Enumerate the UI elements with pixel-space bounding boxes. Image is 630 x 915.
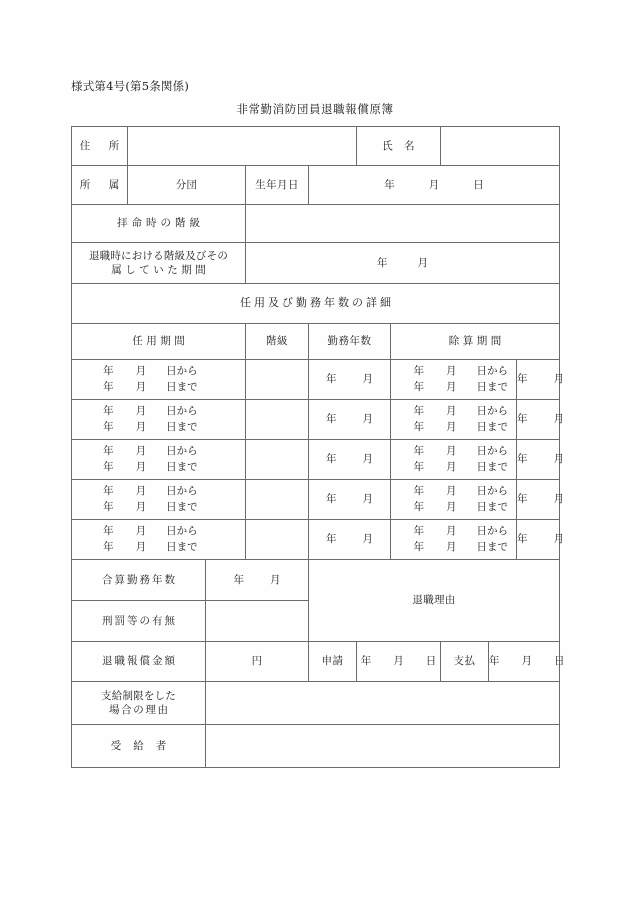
token-from: 日から	[476, 445, 508, 458]
token-month: 月	[135, 405, 147, 418]
token-month: 月	[135, 365, 147, 378]
token-month: 月	[446, 445, 457, 458]
token-month: 月	[135, 380, 147, 393]
deduction-total-ym	[517, 492, 565, 506]
appointment-range	[72, 444, 245, 474]
row-rank-at-appointment	[72, 205, 560, 243]
token-year: 年	[413, 540, 424, 553]
token-year: 年	[103, 420, 114, 433]
row-rank-at-retirement	[72, 243, 560, 284]
token-month: 月	[393, 655, 404, 668]
cell-deduction-period[interactable]	[391, 520, 517, 560]
token-month: 月	[553, 413, 565, 426]
token-year: 年	[517, 413, 528, 426]
token-year: 年	[413, 405, 424, 418]
token-year: 年	[377, 256, 388, 269]
token-month: 月	[270, 573, 281, 586]
token-month: 月	[553, 453, 565, 466]
deduction-range	[391, 444, 516, 474]
token-to: 日まで	[166, 540, 198, 553]
deduction-total-ym	[517, 412, 565, 426]
cell-deduction-total[interactable]	[517, 520, 565, 560]
token-year: 年	[413, 365, 424, 378]
field-total-service-years[interactable]	[206, 560, 309, 601]
birthdate-ymd	[309, 178, 559, 192]
token-year: 年	[517, 533, 528, 546]
cell-deduction-period[interactable]	[391, 480, 517, 520]
cell-deduction-total[interactable]	[517, 360, 565, 400]
currency-unit: 円	[251, 655, 263, 668]
token-month: 月	[446, 460, 457, 473]
token-to: 日まで	[476, 420, 508, 433]
deduction-range	[391, 364, 516, 394]
field-address[interactable]	[128, 127, 357, 166]
field-recipient[interactable]	[206, 725, 560, 768]
cell-deduction-period[interactable]	[391, 440, 517, 480]
retirement-period-ym	[246, 256, 559, 270]
unit-suffix: 分団	[175, 178, 198, 191]
token-from: 日から	[476, 485, 508, 498]
token-year: 年	[413, 460, 424, 473]
token-year: 年	[517, 453, 528, 466]
token-from: 日から	[476, 365, 508, 378]
header-appointment-period: 任用期間	[72, 324, 246, 360]
token-month: 月	[521, 655, 533, 668]
token-year: 年	[413, 445, 424, 458]
token-year: 年	[103, 380, 114, 393]
token-to: 日まで	[476, 380, 508, 393]
row-payment-amount	[72, 642, 560, 682]
field-rank-at-retirement[interactable]	[246, 243, 560, 284]
service-years-ym	[309, 412, 390, 426]
field-retirement-reason[interactable]	[309, 560, 560, 642]
token-to: 日まで	[166, 500, 198, 513]
cell-rank[interactable]	[246, 400, 309, 440]
deduction-range	[391, 484, 516, 514]
token-year: 年	[360, 655, 372, 668]
cell-service-years[interactable]	[309, 360, 391, 400]
appointment-range	[72, 524, 245, 554]
header-deduction-period: 除算期間	[391, 324, 560, 360]
label-retirement-payment-amount: 退職報償金額	[72, 642, 206, 682]
token-from: 日から	[476, 525, 508, 538]
cell-deduction-total[interactable]	[517, 480, 565, 520]
label-restriction-reason-line1: 支給制限をした	[101, 689, 176, 702]
section-title-detail: 任用及び勤務年数の詳細	[72, 284, 560, 324]
cell-appointment-period[interactable]	[72, 440, 246, 480]
token-year: 年	[103, 500, 114, 513]
label-rank-at-retirement	[72, 243, 246, 284]
token-year: 年	[103, 365, 114, 378]
token-month: 月	[553, 493, 565, 506]
token-to: 日まで	[166, 380, 198, 393]
token-year: 年	[413, 525, 424, 538]
label-retirement-reason: 退職理由	[412, 594, 456, 607]
token-to: 日まで	[476, 540, 508, 553]
application-date-ymd	[357, 654, 440, 668]
token-year: 年	[103, 525, 114, 538]
token-to: 日まで	[166, 420, 198, 433]
total-service-ym	[206, 573, 308, 587]
service-years-ym	[309, 492, 390, 506]
token-year: 年	[517, 493, 528, 506]
cell-deduction-period[interactable]	[391, 400, 517, 440]
token-year: 年	[103, 405, 114, 418]
table-row	[72, 520, 560, 560]
token-month: 月	[135, 525, 147, 538]
row-detail-header	[72, 324, 560, 360]
label-restriction-reason	[72, 682, 206, 725]
label-birthdate: 生年月日	[246, 166, 309, 205]
token-from: 日から	[166, 405, 198, 418]
token-day: 日	[554, 655, 565, 668]
label-recipient: 受給者	[72, 725, 206, 768]
registry-form-table	[71, 126, 565, 768]
token-month: 月	[553, 373, 565, 386]
token-year: 年	[326, 373, 337, 386]
deduction-range	[391, 524, 516, 554]
token-day: 日	[425, 655, 437, 668]
token-month: 月	[446, 420, 457, 433]
token-year: 年	[326, 493, 337, 506]
token-month: 月	[135, 460, 147, 473]
token-month: 月	[553, 533, 565, 546]
token-month: 月	[135, 420, 147, 433]
token-month: 月	[362, 493, 373, 506]
table-row	[72, 400, 560, 440]
cell-service-years[interactable]	[309, 440, 391, 480]
document-title: 非常勤消防団員退職報償原簿	[236, 102, 394, 116]
token-year: 年	[413, 380, 424, 393]
token-month: 月	[446, 380, 457, 393]
token-month: 月	[362, 373, 373, 386]
token-year: 年	[489, 655, 500, 668]
appointment-range	[72, 404, 245, 434]
token-month: 月	[135, 540, 147, 553]
row-total-service-and-reason	[72, 560, 560, 601]
token-month: 月	[135, 485, 147, 498]
label-application: 申請	[309, 642, 357, 682]
token-month: 月	[417, 256, 429, 269]
label-rank-at-retirement-line1: 退職時における階級及びその	[88, 249, 229, 262]
service-years-ym	[309, 452, 390, 466]
token-month: 月	[135, 445, 147, 458]
field-application-date[interactable]	[357, 642, 441, 682]
token-day: 日	[473, 178, 484, 191]
token-month: 月	[446, 485, 457, 498]
cell-rank[interactable]	[246, 360, 309, 400]
cell-deduction-total[interactable]	[517, 400, 565, 440]
token-month: 月	[362, 533, 373, 546]
deduction-total-ym	[517, 452, 565, 466]
token-month: 月	[446, 500, 457, 513]
label-total-service-years: 合算勤務年数	[72, 560, 206, 601]
field-restriction-reason[interactable]	[206, 682, 560, 725]
table-row	[72, 480, 560, 520]
label-name: 氏 名	[357, 127, 441, 166]
cell-appointment-period[interactable]	[72, 480, 246, 520]
appointment-range	[72, 364, 245, 394]
token-from: 日から	[476, 405, 508, 418]
token-month: 月	[446, 525, 457, 538]
label-payment: 支払	[441, 642, 489, 682]
token-month: 月	[446, 405, 457, 418]
token-to: 日まで	[476, 460, 508, 473]
token-year: 年	[384, 178, 395, 191]
cell-appointment-period[interactable]	[72, 360, 246, 400]
token-year: 年	[413, 500, 424, 513]
token-year: 年	[103, 485, 114, 498]
token-month: 月	[362, 413, 373, 426]
token-year: 年	[326, 453, 337, 466]
row-affiliation-birthdate	[72, 166, 560, 205]
label-restriction-reason-line2: 場合の理由	[109, 704, 170, 716]
field-penalty-presence[interactable]	[206, 601, 309, 642]
token-year: 年	[103, 445, 114, 458]
label-affiliation: 所 属	[72, 166, 128, 205]
label-penalty-presence: 刑罰等の有無	[72, 601, 206, 642]
row-restriction-reason	[72, 682, 560, 725]
field-name[interactable]	[441, 127, 560, 166]
token-year: 年	[326, 533, 337, 546]
service-years-ym	[309, 532, 390, 546]
row-section-detail-title	[72, 284, 560, 324]
appointment-range	[72, 484, 245, 514]
header-service-years: 勤務年数	[309, 324, 391, 360]
field-birthdate[interactable]	[309, 166, 560, 205]
token-year: 年	[326, 413, 337, 426]
row-recipient	[72, 725, 560, 768]
cell-rank[interactable]	[246, 520, 309, 560]
token-year: 年	[413, 485, 424, 498]
token-month: 月	[135, 500, 147, 513]
token-from: 日から	[166, 445, 198, 458]
label-address: 住 所	[72, 127, 128, 166]
token-year: 年	[233, 573, 244, 586]
deduction-total-ym	[517, 372, 565, 386]
deduction-range	[391, 404, 516, 434]
table-row	[72, 440, 560, 480]
table-row	[72, 360, 560, 400]
form-number: 様式第4号(第5条関係)	[71, 79, 190, 93]
cell-service-years[interactable]	[309, 520, 391, 560]
field-affiliation[interactable]	[128, 166, 246, 205]
cell-deduction-total[interactable]	[517, 440, 565, 480]
token-from: 日から	[166, 365, 198, 378]
token-month: 月	[362, 453, 373, 466]
service-years-ym	[309, 372, 390, 386]
token-from: 日から	[166, 485, 198, 498]
deduction-total-ym	[517, 532, 565, 546]
token-to: 日まで	[476, 500, 508, 513]
token-month: 月	[446, 540, 457, 553]
token-month: 月	[446, 365, 457, 378]
token-month: 月	[428, 178, 440, 191]
field-payment-date[interactable]	[489, 642, 565, 682]
cell-appointment-period[interactable]	[72, 400, 246, 440]
token-year: 年	[103, 460, 114, 473]
token-to: 日まで	[166, 460, 198, 473]
cell-deduction-period[interactable]	[391, 360, 517, 400]
token-from: 日から	[166, 525, 198, 538]
token-year: 年	[103, 540, 114, 553]
row-address-name	[72, 127, 560, 166]
cell-service-years[interactable]	[309, 400, 391, 440]
label-rank-at-appointment: 拝命時の階級	[72, 205, 246, 243]
cell-rank[interactable]	[246, 440, 309, 480]
header-rank: 階級	[246, 324, 309, 360]
token-year: 年	[413, 420, 424, 433]
cell-appointment-period[interactable]	[72, 520, 246, 560]
token-year: 年	[517, 373, 528, 386]
field-retirement-payment-amount[interactable]	[206, 642, 309, 682]
field-rank-at-appointment[interactable]	[246, 205, 560, 243]
cell-rank[interactable]	[246, 480, 309, 520]
cell-service-years[interactable]	[309, 480, 391, 520]
payment-date-ymd	[489, 654, 565, 668]
label-rank-at-retirement-line2: 属していた期間	[111, 264, 210, 276]
